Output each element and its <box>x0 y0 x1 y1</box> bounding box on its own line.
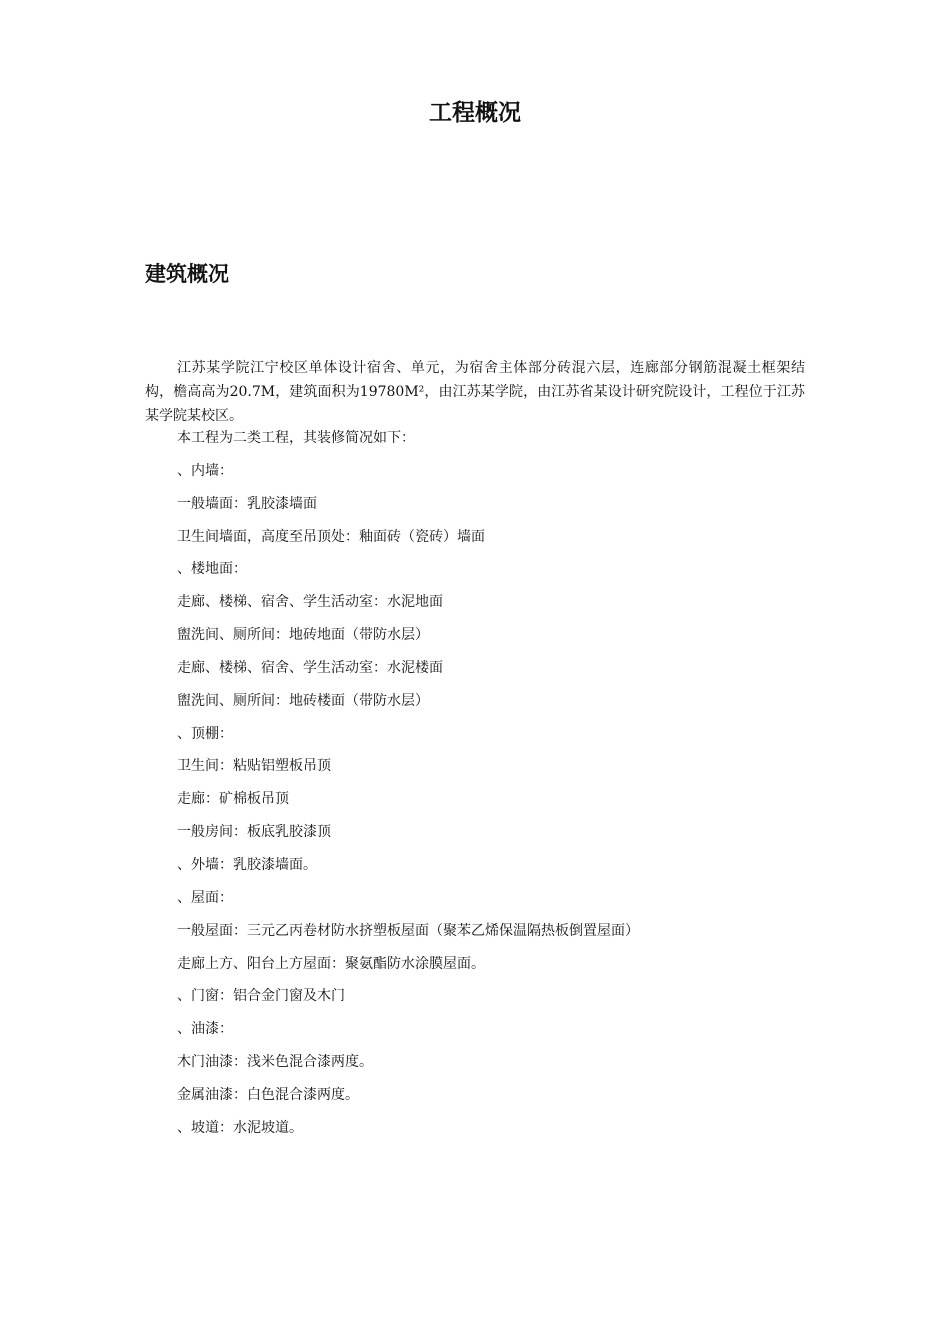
list-item: 一般屋面：三元乙丙卷材防水挤塑板屋面（聚苯乙烯保温隔热板倒置屋面） <box>177 922 639 939</box>
intro-paragraph: 江苏某学院江宁校区单体设计宿舍、单元，为宿舍主体部分砖混六层，连廊部分钢筋混凝土框架结构，檐高高为20.7M，建筑面积为19780M²，由江苏某学院，由江苏省某设计研究院设计，工程位于江苏某学院某校区。 <box>145 360 805 424</box>
list-item: 金属油漆：白色混合漆两度。 <box>177 1086 359 1103</box>
list-item: 盥洗间、厕所间：地砖地面（带防水层） <box>177 627 429 644</box>
list-item: 走廊、楼梯、宿舍、学生活动室：水泥地面 <box>177 594 443 611</box>
list-item: 走廊、楼梯、宿舍、学生活动室：水泥楼面 <box>177 659 443 676</box>
list-item: 、外墙：乳胶漆墙面。 <box>177 856 317 873</box>
list-item: 、门窗：铝合金门窗及木门 <box>177 988 345 1005</box>
list-item: 、内墙： <box>177 462 233 479</box>
list-item: 走廊：矿棉板吊顶 <box>177 791 289 808</box>
list-item: 、楼地面： <box>177 561 247 578</box>
list-item: 一般房间：板底乳胶漆顶 <box>177 824 331 841</box>
renovation-list <box>177 424 797 1147</box>
list-item: 本工程为二类工程，其装修简况如下： <box>177 430 415 446</box>
list-item: 、坡道：水泥坡道。 <box>177 1119 303 1136</box>
list-item: 、屋面： <box>177 889 233 906</box>
section-title: 建筑概况 <box>145 262 229 286</box>
list-item: 盥洗间、厕所间：地砖楼面（带防水层） <box>177 692 429 709</box>
list-item: 卫生间墙面，高度至吊顶处：釉面砖（瓷砖）墙面 <box>177 528 485 545</box>
list-item: 卫生间：粘贴铝塑板吊顶 <box>177 758 331 775</box>
list-item: 木门油漆：浅米色混合漆两度。 <box>177 1054 373 1071</box>
document-title: 工程概况 <box>429 100 521 126</box>
list-item: 、顶棚： <box>177 725 233 742</box>
list-item: 、油漆： <box>177 1021 233 1038</box>
list-item: 一般墙面：乳胶漆墙面 <box>177 495 317 512</box>
list-item: 走廊上方、阳台上方屋面：聚氨酯防水涂膜屋面。 <box>177 955 485 972</box>
